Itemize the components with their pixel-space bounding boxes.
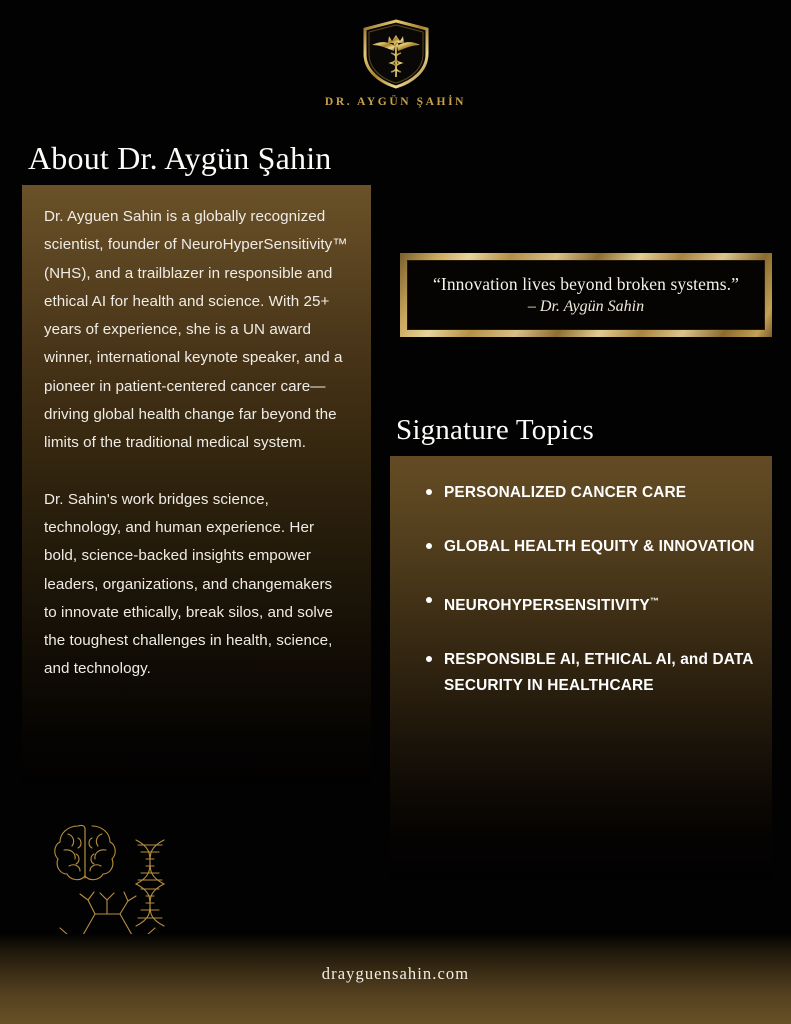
bio-paragraph-2: Dr. Sahin's work bridges science, technology, and human experience. Her bold, science-backed insights empower leaders, organizations, and changemakers to innovate ethically, break silos, and solve the toughest challenges in health, science, and technology. [44,490,334,678]
dna-helix-icon [136,840,164,926]
brand-logo [0,18,791,108]
topic-item: NEUROHYPERSENSITIVITY™ [426,588,758,619]
quote-attribution: – Dr. Aygün Sahin [527,298,645,315]
signature-topics-panel [390,456,772,880]
about-heading: About Dr. Aygün Şahin [28,140,332,176]
quote-text: “Innovation lives beyond broken systems.” [433,274,739,294]
bio-paragraph-1: Dr. Ayguen Sahin is a globally recognized scientist, founder of NeuroHyperSensitivity™ (NHS), and a trailblazer in responsible and ethical AI for health and science. With 25+ years of experience, she is a UN award winner, international keynote speaker, and a pioneer in patient-centered cancer care—driving global health change far beyond the limits of the traditional medical system. [44,208,348,452]
topic-item: PERSONALIZED CANCER CARE [426,480,758,506]
topic-item: RESPONSIBLE AI, ETHICAL AI, and DATA SECURITY IN HEALTHCARE [426,647,758,699]
topic-item: GLOBAL HEALTH EQUITY & INNOVATION [426,534,758,560]
logo-wordmark: DR. AYGÜN ŞAHİN [324,96,467,108]
footer-website-url: drayguensahin.com [321,964,470,983]
signature-topics-heading: Signature Topics [396,414,594,446]
quote-box [400,253,772,337]
footer-bar [0,934,791,1024]
signature-topics-list [390,456,772,699]
brain-outline-icon [55,825,115,879]
shield-crest-caduceus-icon [357,18,435,90]
bio-panel [22,185,371,784]
